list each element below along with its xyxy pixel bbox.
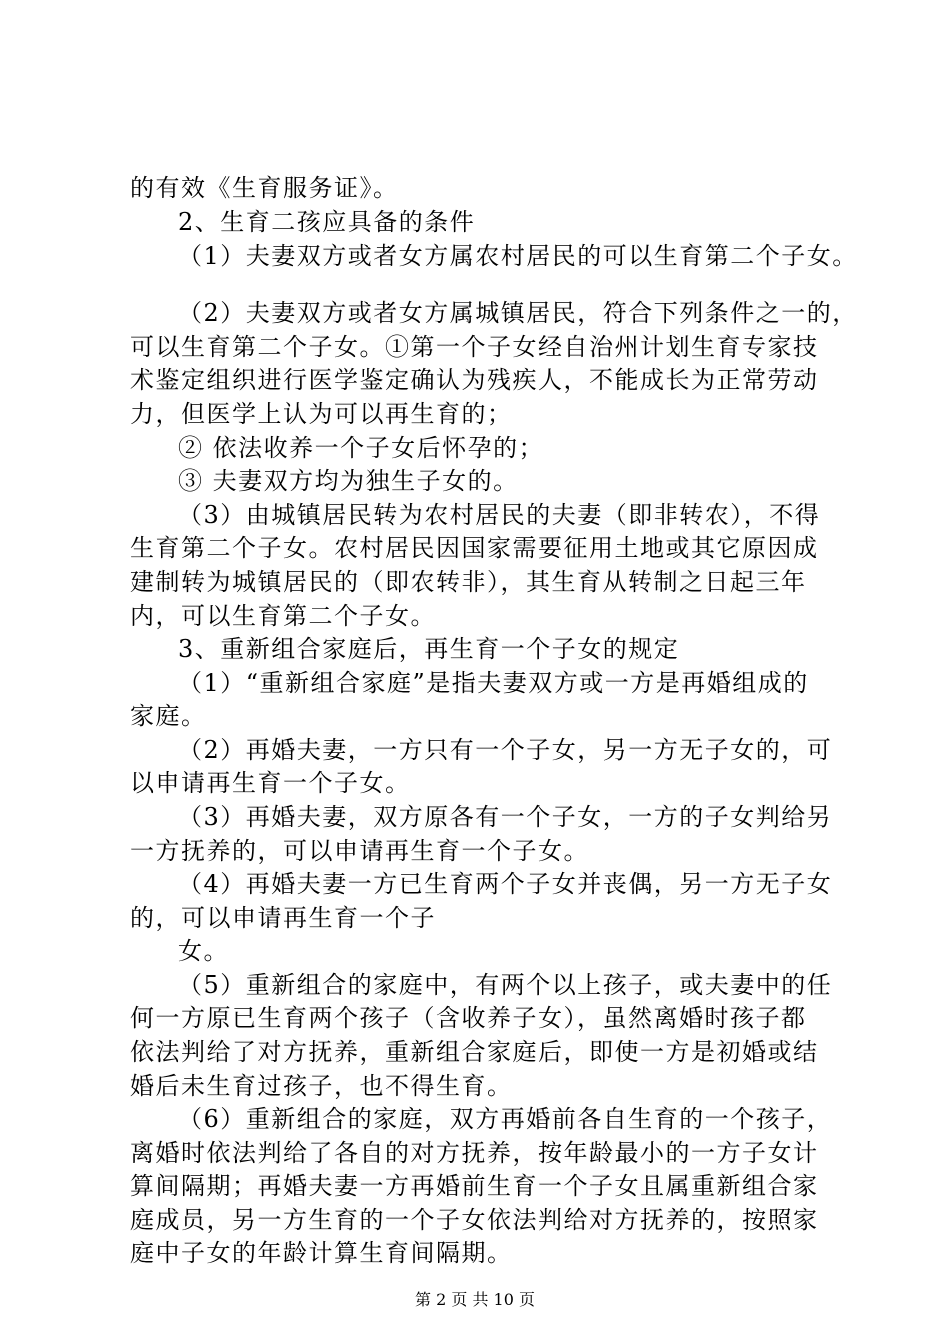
text-line: （3）由城镇居民转为农村居民的夫妻（即非转农），不得 bbox=[178, 501, 821, 529]
text-line: 庭中子女的年龄计算生育间隔期。 bbox=[130, 1239, 513, 1267]
text-line: ② 依法收养一个子女后怀孕的； bbox=[178, 434, 545, 462]
section-heading: 2、生育二孩应具备的条件 bbox=[178, 208, 476, 236]
text-line: 力，但医学上认为可以再生育的； bbox=[130, 400, 513, 428]
text-line: ③ 夫妻双方均为独生子女的。 bbox=[178, 467, 519, 495]
text-line: 以申请再生育一个子女。 bbox=[130, 769, 411, 797]
text-line: （3）再婚夫妻，双方原各有一个子女，一方的子女判给另 bbox=[178, 803, 833, 831]
text-line: 婚后未生育过孩子，也不得生育。 bbox=[130, 1072, 513, 1100]
text-line: 内，可以生育第二个子女。 bbox=[130, 602, 436, 630]
text-line: 的有效《生育服务证》。 bbox=[130, 174, 399, 202]
text-line: 生育第二个子女。农村居民因国家需要征用土地或其它原因成 bbox=[130, 534, 819, 562]
text-line: （1）“重新组合家庭”是指夫妻双方或一方是再婚组成的 bbox=[178, 669, 809, 697]
text-line: （6）重新组合的家庭，双方再婚前各自生育的一个孩子， bbox=[178, 1105, 833, 1133]
page-footer: 第 2 页 共 10 页 bbox=[415, 1290, 535, 1309]
text-line: 离婚时依法判给了各自的对方抚养，按年龄最小的一方子女计 bbox=[130, 1139, 819, 1167]
section-heading: 3、重新组合家庭后，再生育一个子女的规定 bbox=[178, 635, 680, 663]
text-line: 一方抚养的，可以申请再生育一个子女。 bbox=[130, 837, 589, 865]
text-line: 庭成员，另一方生育的一个子女依法判给对方抚养的，按照家 bbox=[130, 1206, 819, 1234]
text-line: （1）夫妻双方或者女方属农村居民的可以生育第二个子女。 bbox=[178, 242, 858, 270]
text-line: 算间隔期；再婚夫妻一方再婚前生育一个子女且属重新组合家 bbox=[130, 1172, 819, 1200]
text-line: 术鉴定组织进行医学鉴定确认为残疾人，不能成长为正常劳动 bbox=[130, 366, 819, 394]
text-line: （2）夫妻双方或者女方属城镇居民，符合下列条件之一的， bbox=[178, 299, 858, 327]
text-line: （4）再婚夫妻一方已生育两个子女并丧偶，另一方无子女 bbox=[178, 870, 833, 898]
text-line: 可以生育第二个子女。①第一个子女经自治州计划生育专家技 bbox=[130, 333, 819, 361]
text-line: （5）重新组合的家庭中，有两个以上孩子，或夫妻中的任 bbox=[178, 971, 833, 999]
text-line: 依法判给了对方抚养，重新组合家庭后，即使一方是初婚或结 bbox=[130, 1038, 819, 1066]
text-line: （2）再婚夫妻，一方只有一个子女，另一方无子女的，可 bbox=[178, 736, 833, 764]
text-line: 何一方原已生育两个孩子（含收养子女），虽然离婚时孩子都 bbox=[130, 1004, 807, 1032]
text-line: 女。 bbox=[178, 937, 229, 965]
text-line: 的，可以申请再生育一个子 bbox=[130, 904, 436, 932]
text-line: 建制转为城镇居民的（即农转非），其生育从转制之日起三年 bbox=[130, 568, 807, 596]
text-line: 家庭。 bbox=[130, 702, 207, 730]
